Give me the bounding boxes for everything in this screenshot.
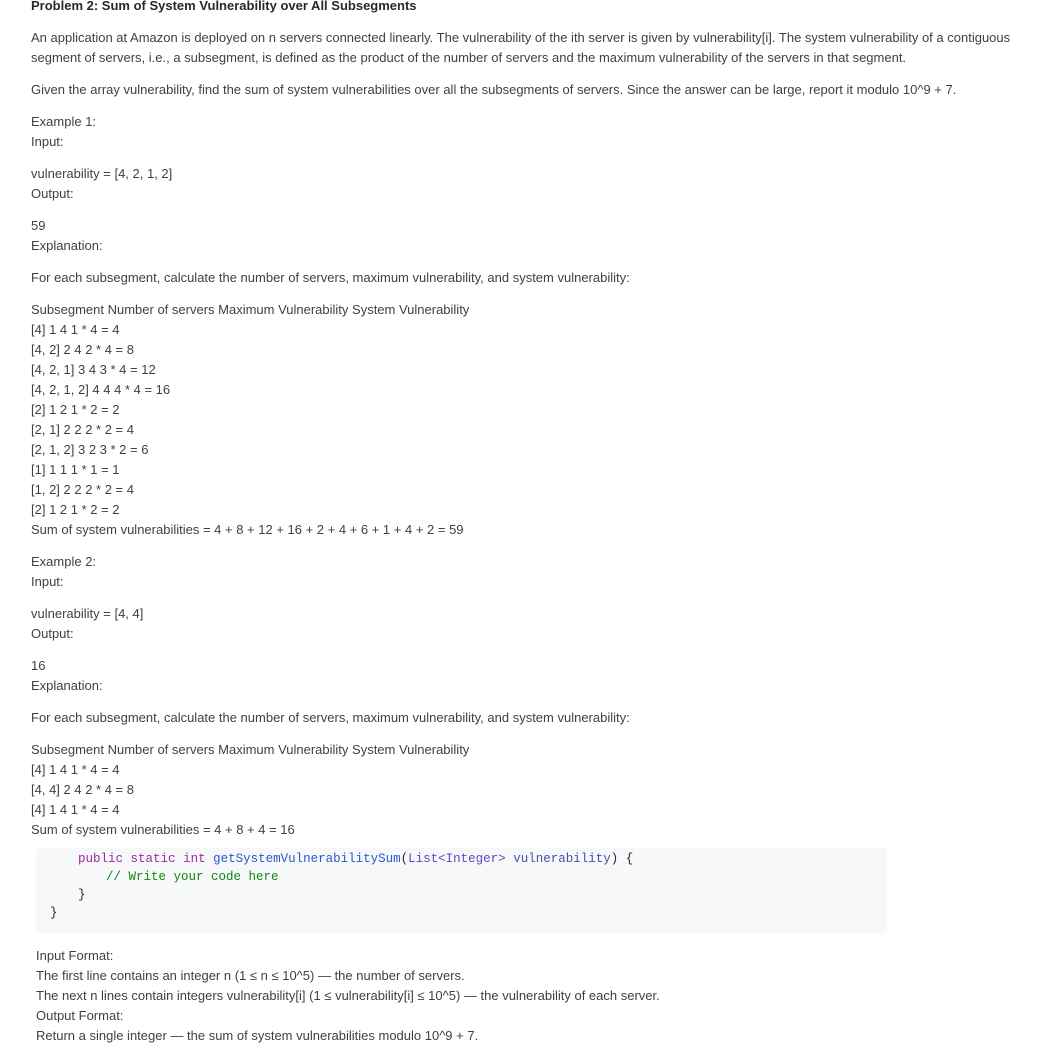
param-name: vulnerability [513, 852, 611, 866]
table-row: [4, 2, 1, 2] 4 4 4 * 4 = 16 [31, 382, 171, 397]
output-format-label: Output Format: [36, 1008, 124, 1023]
inner-closing-brace: } [78, 888, 86, 902]
method-signature [78, 850, 633, 868]
explanation-text: For each subsegment, calculate the number of servers, maximum vulnerability, and system vulnerability: [31, 710, 630, 725]
table-row: [2] 1 2 1 * 2 = 2 [31, 502, 120, 517]
input-format-line-2: The next n lines contain integers vulnerability[i] (1 ≤ vulnerability[i] ≤ 10^5) — the vulnerability of each server. [36, 988, 660, 1003]
explanation-label: Explanation: [31, 238, 103, 253]
table-header: Subsegment Number of servers Maximum Vulnerability System Vulnerability [31, 302, 470, 317]
keyword: static [130, 852, 176, 866]
output-value: 59 [31, 218, 46, 233]
input-label: Input: [31, 134, 64, 149]
format-section [36, 946, 660, 1046]
close-signature: ) { [610, 852, 634, 866]
example-2-output-block [31, 656, 1041, 696]
output-value: 16 [31, 658, 46, 673]
keyword: public [78, 852, 124, 866]
keyword: int [183, 852, 206, 866]
table-row: [4, 4] 2 4 2 * 4 = 8 [31, 782, 134, 797]
method-name: getSystemVulnerabilitySum [213, 852, 401, 866]
input-format-line-1: The first line contains an integer n (1 ≤ n ≤ 10^5) — the number of servers. [36, 968, 465, 983]
intro-line-2: segment of servers, i.e., a subsegment, is defined as the product of the number of servers and the maximum vulnerability of the servers in that segment. [31, 50, 907, 65]
table-row: [4, 2, 1] 3 4 3 * 4 = 12 [31, 362, 156, 377]
input-format-label: Input Format: [36, 948, 114, 963]
task-paragraph: Given the array vulnerability, find the sum of system vulnerabilities over all the subsegments of servers. Since the answer can be large, report it modulo 10^9 + 7. [31, 82, 957, 97]
table-row: [4, 2] 2 4 2 * 4 = 8 [31, 342, 134, 357]
table-header: Subsegment Number of servers Maximum Vulnerability System Vulnerability [31, 742, 470, 757]
intro-paragraph [31, 28, 1041, 68]
open-paren: ( [400, 852, 409, 866]
example-1-input-block [31, 164, 1041, 204]
table-row: [4] 1 4 1 * 4 = 4 [31, 322, 120, 337]
example-1-table [31, 300, 1041, 540]
code-block[interactable] [36, 848, 887, 933]
sum-line: Sum of system vulnerabilities = 4 + 8 + 4 = 16 [31, 822, 295, 837]
page-title: Problem 2: Sum of System Vulnerability over All Subsegments [31, 0, 417, 13]
table-row: [4] 1 4 1 * 4 = 4 [31, 762, 120, 777]
example-2-table [31, 740, 1041, 840]
code-comment: // Write your code here [106, 870, 279, 884]
output-format-line-1: Return a single integer — the sum of system vulnerabilities modulo 10^9 + 7. [36, 1028, 479, 1043]
example-heading: Example 2: [31, 554, 97, 569]
sum-line: Sum of system vulnerabilities = 4 + 8 + 12 + 16 + 2 + 4 + 6 + 1 + 4 + 2 = 59 [31, 522, 464, 537]
table-row: [4] 1 4 1 * 4 = 4 [31, 802, 120, 817]
example-heading: Example 1: [31, 114, 97, 129]
example-2-input-block [31, 604, 1041, 644]
table-row: [2, 1] 2 2 2 * 2 = 4 [31, 422, 134, 437]
intro-line-1: An application at Amazon is deployed on n servers connected linearly. The vulnerability of the ith server is given by vulnerability[i]. The system vulnerability of a contiguous [31, 30, 1011, 45]
explanation-label: Explanation: [31, 678, 103, 693]
table-row: [2] 1 2 1 * 2 = 2 [31, 402, 120, 417]
param-type: List<Integer> [408, 852, 506, 866]
input-label: Input: [31, 574, 64, 589]
output-label: Output: [31, 186, 74, 201]
example-1 [31, 112, 1041, 152]
table-row: [1] 1 1 1 * 1 = 1 [31, 462, 120, 477]
example-1-output-block [31, 216, 1041, 256]
table-row: [1, 2] 2 2 2 * 2 = 4 [31, 482, 134, 497]
explanation-text: For each subsegment, calculate the number of servers, maximum vulnerability, and system vulnerability: [31, 270, 630, 285]
input-value: vulnerability = [4, 2, 1, 2] [31, 166, 173, 181]
problem-document [31, 0, 1041, 840]
output-label: Output: [31, 626, 74, 641]
input-value: vulnerability = [4, 4] [31, 606, 144, 621]
table-row: [2, 1, 2] 3 2 3 * 2 = 6 [31, 442, 149, 457]
example-2 [31, 552, 1041, 592]
outer-closing-brace: } [50, 906, 58, 920]
